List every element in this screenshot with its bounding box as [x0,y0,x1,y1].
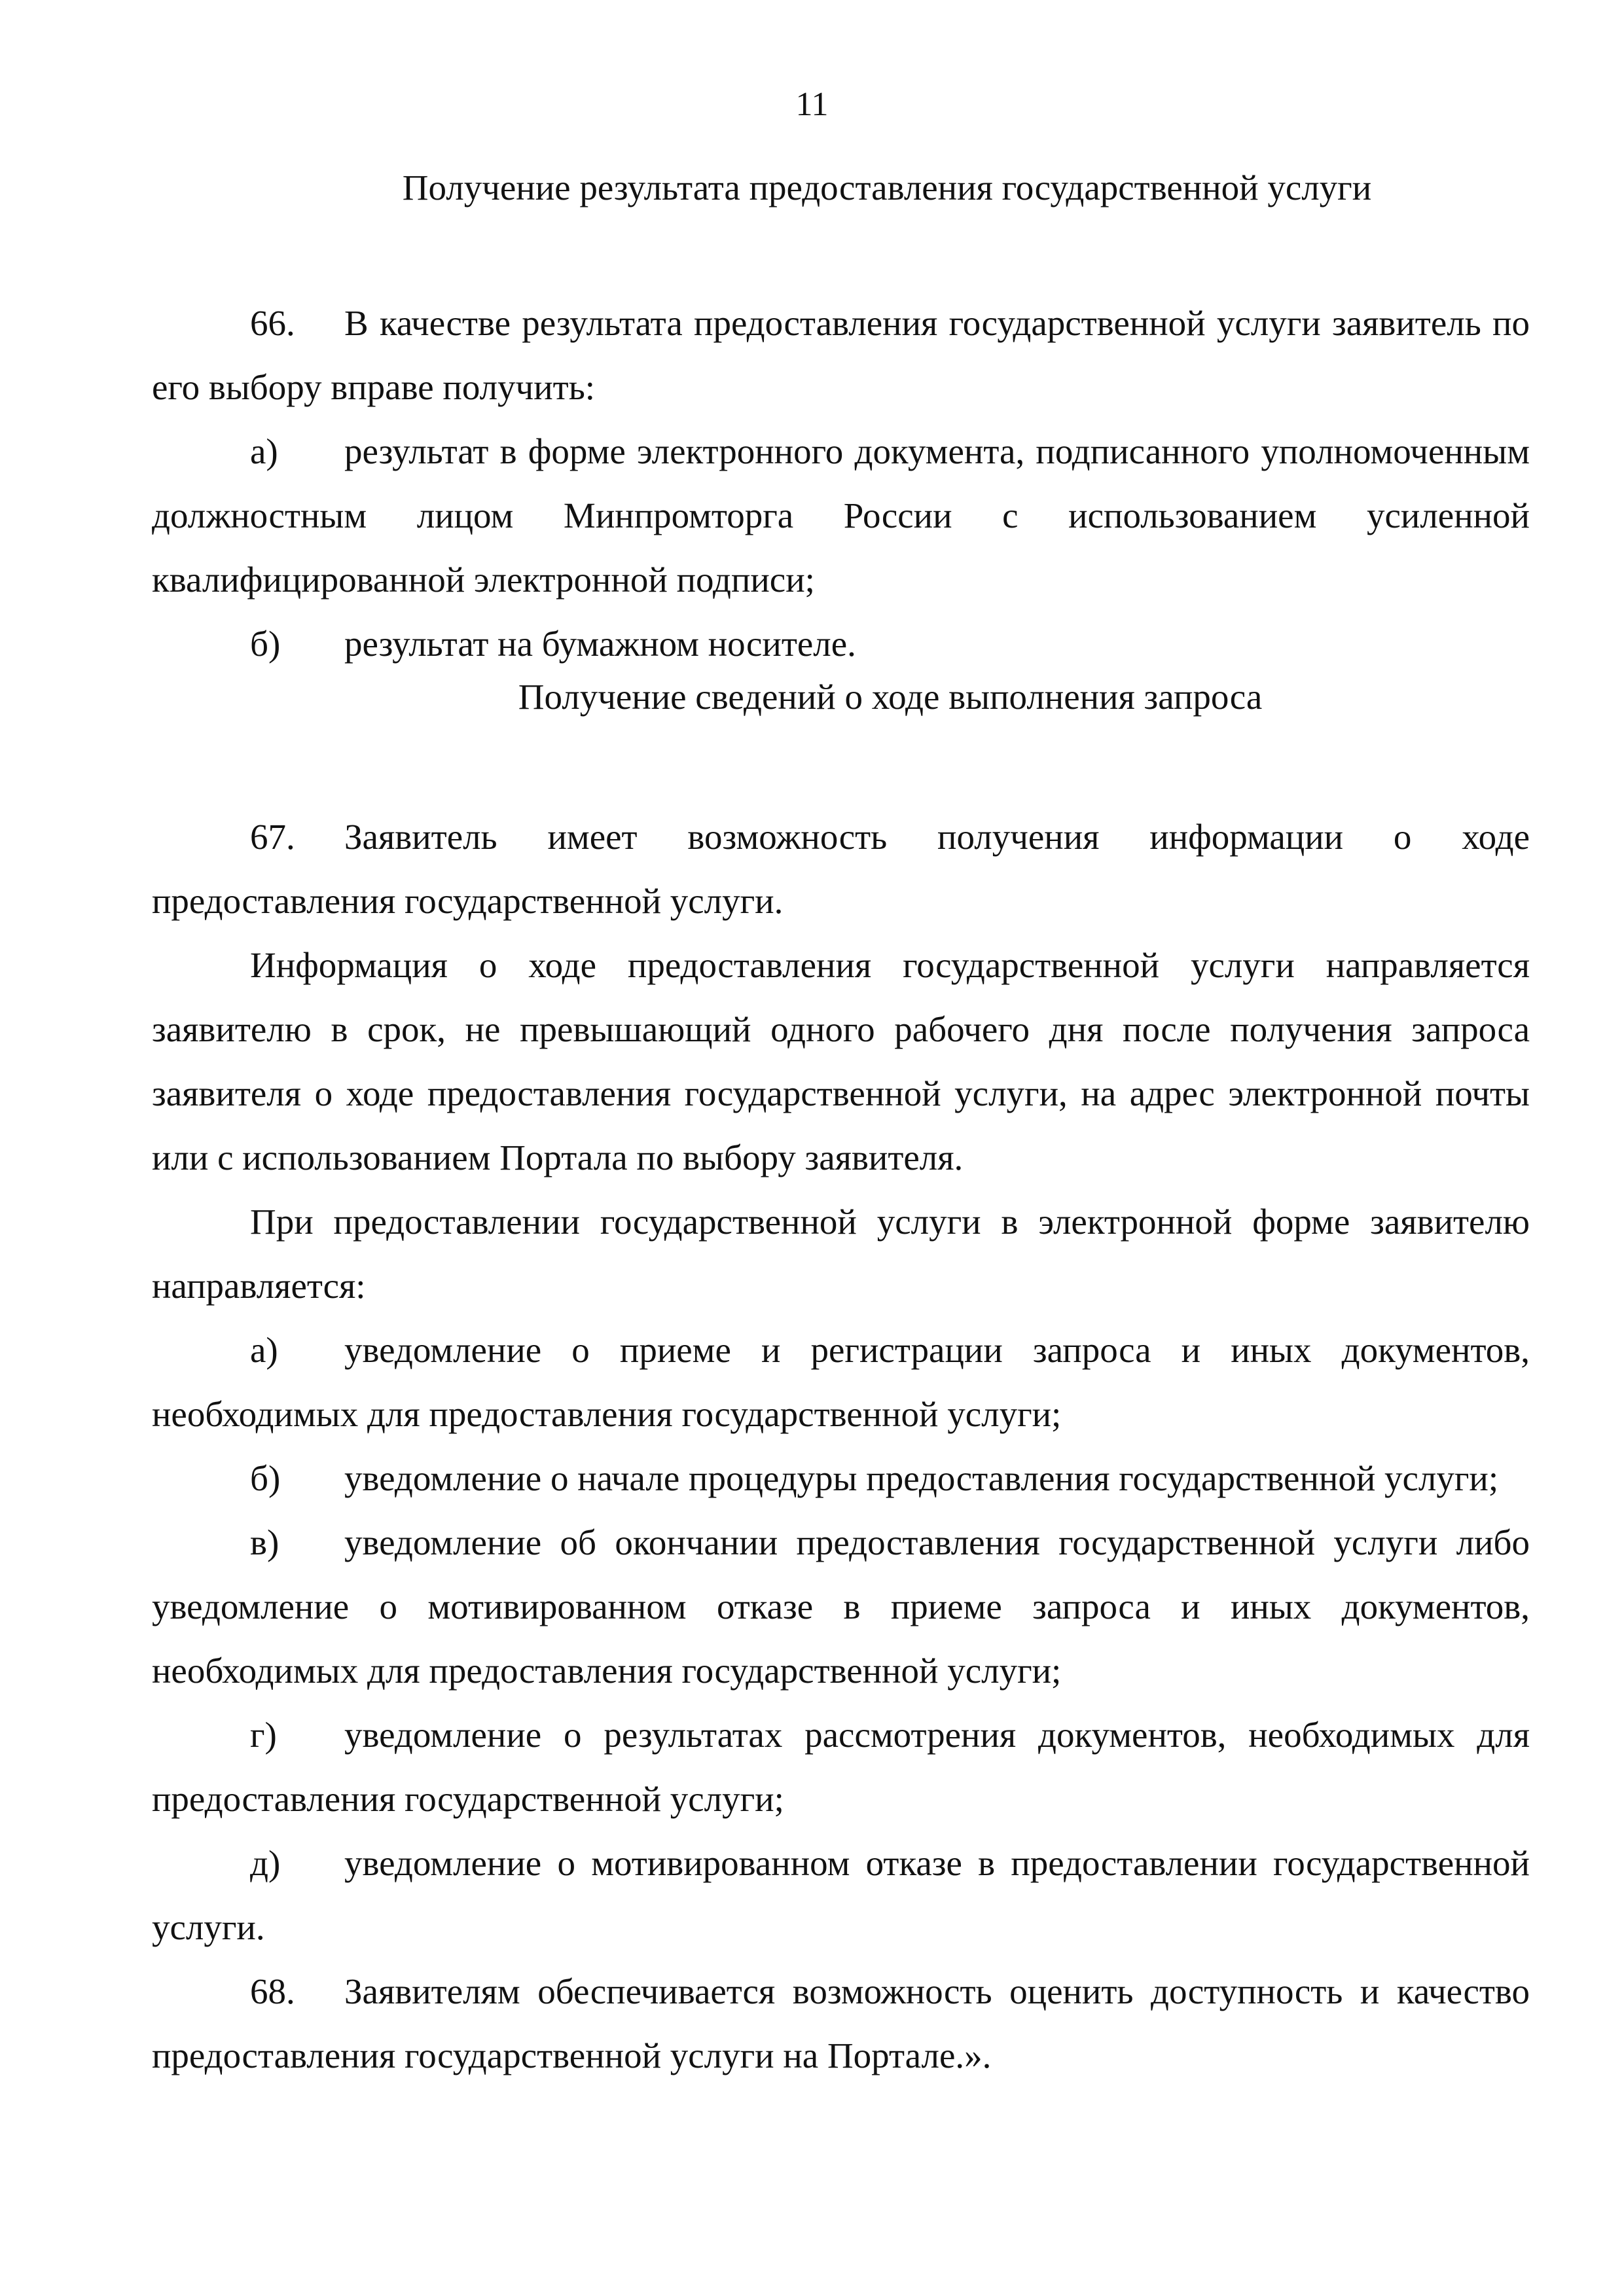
list-item-text: уведомление о начале процедуры предоставления государственной услуги; [344,1458,1499,1498]
list-item-marker: а) [250,1330,278,1370]
list-item-text: уведомление о мотивированном отказе в предоставлении государственной услуги. [152,1843,1530,1947]
paragraph-66 [152,291,1530,420]
section-heading-progress: Получение сведений о ходе выполнения запроса [518,677,1263,717]
list-item [152,1703,1530,1831]
list-item-text: результат на бумажном носителе. [344,624,856,664]
paragraph-number: 66. [250,303,295,343]
paragraph-67 [152,805,1530,933]
list-item-text: уведомление об окончании предоставления государственной услуги либо уведомление о мотивированном отказе в приеме запроса и иных документов, необходимых для предоставления государственной услуги; [152,1522,1530,1691]
list-item-marker: б) [250,1458,281,1498]
paragraph-electronic: При предоставлении государственной услуги в электронной форме заявителю направляется: [152,1202,1530,1306]
paragraph-text: Заявителям обеспечивается возможность оценить доступность и качество предоставления государственной услуги на Портале.». [152,1971,1530,2075]
list-item [152,420,1530,612]
section-result-body [152,291,1530,676]
list-item-text: уведомление о приеме и регистрации запроса и иных документов, необходимых для предоставления государственной услуги; [152,1330,1530,1434]
list-item [152,1318,1530,1446]
list-item [152,612,1530,676]
list-item-marker: б) [250,624,281,664]
list-item [152,1511,1530,1703]
section-progress-body [152,805,1530,2088]
list-item-text: уведомление о результатах рассмотрения документов, необходимых для предоставления государственной услуги; [152,1715,1530,1819]
list-item-marker: в) [250,1522,280,1562]
page-number: 11 [795,86,829,123]
paragraph-number: 68. [250,1971,295,2011]
list-item-marker: г) [250,1715,277,1755]
list-item-marker: а) [250,431,278,471]
paragraph-68 [152,1960,1530,2088]
paragraph-text: В качестве результата предоставления государственной услуги заявитель по его выбору вправе получить: [152,303,1530,407]
paragraph-text: Заявитель имеет возможность получения информации о ходе предоставления государственной услуги. [152,817,1530,921]
paragraph-number: 67. [250,817,295,857]
section-heading-result: Получение результата предоставления государственной услуги [402,168,1372,207]
list-item-marker: д) [250,1843,281,1883]
paragraph-info: Информация о ходе предоставления государственной услуги направляется заявителю в срок, не превышающий одного рабочего дня после получения запроса заявителя о ходе предоставления государственной услуги, на адрес электронной почты или с использованием Портала по выбору заявителя. [152,945,1530,1177]
list-item-text: результат в форме электронного документа, подписанного уполномоченным должностным лицом Минпромторга России с использованием усиленной квалифицированной электронной подписи; [152,431,1530,600]
list-item [152,1831,1530,1960]
list-item [152,1446,1530,1511]
